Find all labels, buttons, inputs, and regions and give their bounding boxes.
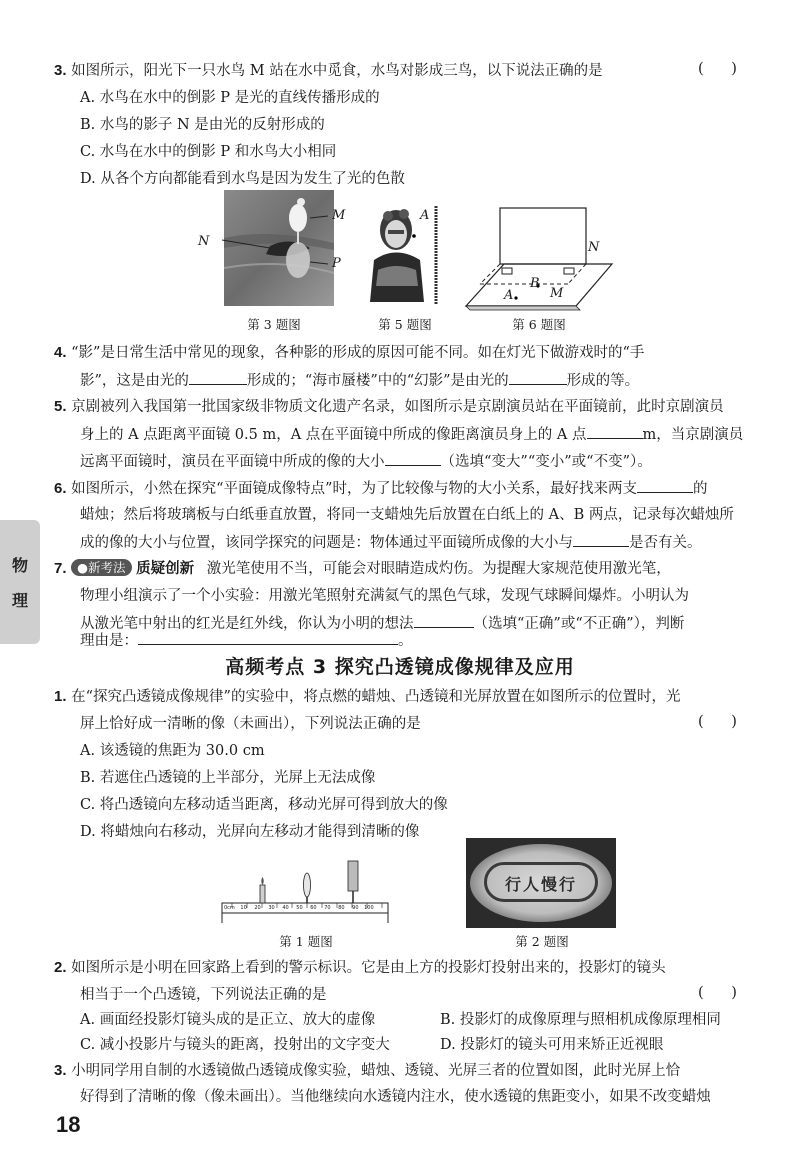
- tick-label: 80: [338, 905, 345, 911]
- text: （选填“变大”“变小”或“不变”）。: [440, 454, 652, 470]
- question-7-line-4: [80, 630, 413, 651]
- s3-question-1-line-1: [54, 687, 680, 707]
- side-tab-char: 理: [11, 591, 28, 610]
- question-text: 京剧被列入我国第一批国家级非物质文化遗产名录，如图所示是京剧演员站在平面镜前，此时京剧演员: [71, 399, 724, 415]
- option-d: D. 从各个方向都能看到水鸟是因为发生了光的色散: [80, 171, 405, 187]
- figure-1-optical-bench: [220, 855, 390, 925]
- text: m，当京剧演员: [642, 427, 744, 443]
- s3-question-1-line-2: 屏上恰好成一清晰的像（未画出），下列说法正确的是: [80, 716, 421, 732]
- s3-question-3-line-1: [54, 1061, 680, 1081]
- answer-blank[interactable]: [414, 613, 474, 628]
- text: 成的像的大小与位置，该同学探究的问题是：物体通过平面镜所成像的大小与: [80, 535, 573, 551]
- answer-blank[interactable]: [573, 532, 629, 547]
- answer-blank[interactable]: [637, 478, 693, 493]
- figure-2-caption: 第 2 题图: [515, 934, 569, 949]
- tick-label: 20: [254, 905, 261, 911]
- question-3-stem: [54, 61, 603, 81]
- question-number: 2.: [54, 959, 67, 976]
- label-a: A: [504, 288, 514, 303]
- text: 影”，这是由光的: [80, 373, 189, 389]
- label-b: B: [530, 276, 540, 291]
- lightbulb-icon: ●: [77, 560, 89, 575]
- s3-question-2-line-2: 相当于一个凸透镜，下列说法正确的是: [80, 987, 327, 1003]
- question-number: 1.: [54, 688, 67, 705]
- option-a: A. 该透镜的焦距为 30.0 cm: [80, 743, 265, 759]
- text: 的: [692, 481, 708, 497]
- text: 从激光笔中射出的红光是红外线，你认为小明的想法: [80, 616, 414, 632]
- tick-label: 90: [352, 905, 359, 911]
- question-text: 激光笔使用不当，可能会对眼睛造成灼伤。为提醒大家规范使用激光笔，: [206, 561, 671, 577]
- s3-question-3-line-2: 好得到了清晰的像（像未画出）。当他继续向水透镜内注水，使水透镜的焦距变小，如果不改变蜡烛: [80, 1089, 711, 1105]
- question-6-line-1: [54, 478, 707, 499]
- figure-2-projected-sign: [466, 838, 616, 928]
- question-5-line-2: [80, 424, 743, 445]
- question-text: 在“探究凸透镜成像规律”的实验中，将点燃的蜡烛、凸透镜和光屏放置在如图所示的位置时，光: [71, 689, 681, 705]
- label-a: A: [420, 208, 430, 223]
- question-number: 4.: [54, 344, 67, 361]
- tick-label: 70: [324, 905, 331, 911]
- tick-label: 30: [268, 905, 275, 911]
- question-number: 5.: [54, 398, 67, 415]
- side-tab-char: 物: [11, 556, 28, 575]
- question-tag: 质疑创新: [136, 561, 195, 577]
- label-n: N: [198, 234, 210, 249]
- option-c: C. 水鸟在水中的倒影 P 和水鸟大小相同: [80, 144, 337, 160]
- figure-6-plane-mirror-setup: [464, 202, 614, 312]
- question-number: 3.: [54, 62, 67, 79]
- new-method-badge: [71, 559, 131, 576]
- text: 形成的；“海市蜃楼”中的“幻影”是由光的: [246, 373, 509, 389]
- option-d: D. 将蜡烛向右移动，光屏向左移动才能得到清晰的像: [80, 824, 420, 840]
- section-title: 高频考点 3 探究凸透镜成像规律及应用: [225, 656, 575, 678]
- question-4-line-1: [54, 343, 644, 363]
- figure-5-opera-mirror: [368, 200, 448, 310]
- figure-3-caption: 第 3 题图: [247, 317, 301, 332]
- label-p: P: [332, 256, 341, 271]
- question-5-line-1: [54, 397, 724, 417]
- question-number: 7.: [54, 560, 67, 577]
- answer-blank[interactable]: [385, 451, 441, 466]
- label-m: M: [332, 208, 346, 223]
- text: 身上的 A 点距离平面镜 0.5 m，A 点在平面镜中所成的像距离演员身上的 A 点: [80, 427, 587, 443]
- option-c: C. 将凸透镜向左移动适当距离，移动光屏可得到放大的像: [80, 797, 448, 813]
- question-5-line-3: [80, 451, 652, 472]
- question-text: “影”是日常生活中常见的现象，各种影的形成的原因可能不同。如在灯光下做游戏时的“手: [71, 345, 645, 361]
- option-d: D. 投影灯的镜头可用来矫正近视眼: [440, 1037, 664, 1053]
- answer-blank[interactable]: [189, 370, 247, 385]
- answer-paren: ( ): [698, 714, 737, 730]
- text: （选填“正确”或“不正确”），判断: [473, 616, 685, 632]
- label-m: M: [550, 286, 564, 301]
- text: 形成的等。: [566, 373, 640, 389]
- question-text: 如图所示，小然在探究“平面镜成像特点”时，为了比较像与物的大小关系，最好找来两支: [71, 481, 637, 497]
- tick-label: 40: [282, 905, 289, 911]
- figure-3-bird-photo: [198, 188, 346, 308]
- question-7-line-2: 物理小组演示了一个小实验：用激光笔照射充满氦气的黑色气球，发现气球瞬间爆炸。小明认为: [80, 588, 689, 604]
- answer-blank[interactable]: [509, 370, 567, 385]
- text: 理由是：: [80, 633, 138, 649]
- answer-blank[interactable]: [138, 630, 398, 645]
- scale-labels: [224, 905, 374, 911]
- option-a: A. 水鸟在水中的倒影 P 是光的直线传播形成的: [80, 90, 380, 106]
- tick-label: 50: [296, 905, 303, 911]
- answer-blank[interactable]: [587, 424, 643, 439]
- tick-label: 10: [240, 905, 247, 911]
- figure-6-caption: 第 6 题图: [512, 317, 566, 332]
- tick-label: 0cm: [224, 905, 235, 911]
- question-7-line-1: [54, 559, 671, 579]
- answer-paren: ( ): [698, 61, 737, 77]
- question-6-line-2: 蜡烛；然后将玻璃板与白纸垂直放置，将同一支蜡烛先后放置在白纸上的 A、B 两点，记录每次蜡烛所: [80, 507, 734, 523]
- tick-label: 60: [310, 905, 317, 911]
- label-n: N: [588, 240, 600, 255]
- figure-1-caption: 第 1 题图: [279, 934, 333, 949]
- question-6-line-3: [80, 532, 702, 553]
- text: 是否有关。: [629, 535, 702, 551]
- s3-question-2-line-1: [54, 958, 666, 978]
- option-a: A. 画面经投影灯镜头成的是正立、放大的虚像: [80, 1012, 376, 1028]
- subject-side-tab: [0, 520, 40, 644]
- option-b: B. 若遮住凸透镜的上半部分，光屏上无法成像: [80, 770, 376, 786]
- option-c: C. 减小投影片与镜头的距离，投射出的文字变大: [80, 1037, 390, 1053]
- question-text: 如图所示是小明在回家路上看到的警示标识。它是由上方的投影灯投射出来的，投影灯的镜头: [71, 960, 666, 976]
- question-number: 6.: [54, 480, 67, 497]
- page-number: 18: [56, 1112, 81, 1137]
- option-b: B. 投影灯的成像原理与照相机成像原理相同: [440, 1012, 721, 1028]
- text: 。: [398, 633, 413, 649]
- text: 远离平面镜时，演员在平面镜中所成的像的大小: [80, 454, 385, 470]
- figure-5-caption: 第 5 题图: [378, 317, 432, 332]
- sign-text: 行人慢行: [504, 875, 577, 894]
- tick-label: 100: [364, 905, 374, 911]
- badge-label: 新考法: [88, 560, 126, 575]
- answer-paren: ( ): [698, 985, 737, 1001]
- question-number: 3.: [54, 1062, 67, 1079]
- question-text: 如图所示，阳光下一只水鸟 M 站在水中觅食，水鸟对影成三鸟，以下说法正确的是: [71, 63, 603, 79]
- question-text: 小明同学用自制的水透镜做凸透镜成像实验，蜡烛、透镜、光屏三者的位置如图，此时光屏上恰: [71, 1063, 681, 1079]
- question-4-line-2: [80, 370, 639, 391]
- option-b: B. 水鸟的影子 N 是由光的反射形成的: [80, 117, 325, 133]
